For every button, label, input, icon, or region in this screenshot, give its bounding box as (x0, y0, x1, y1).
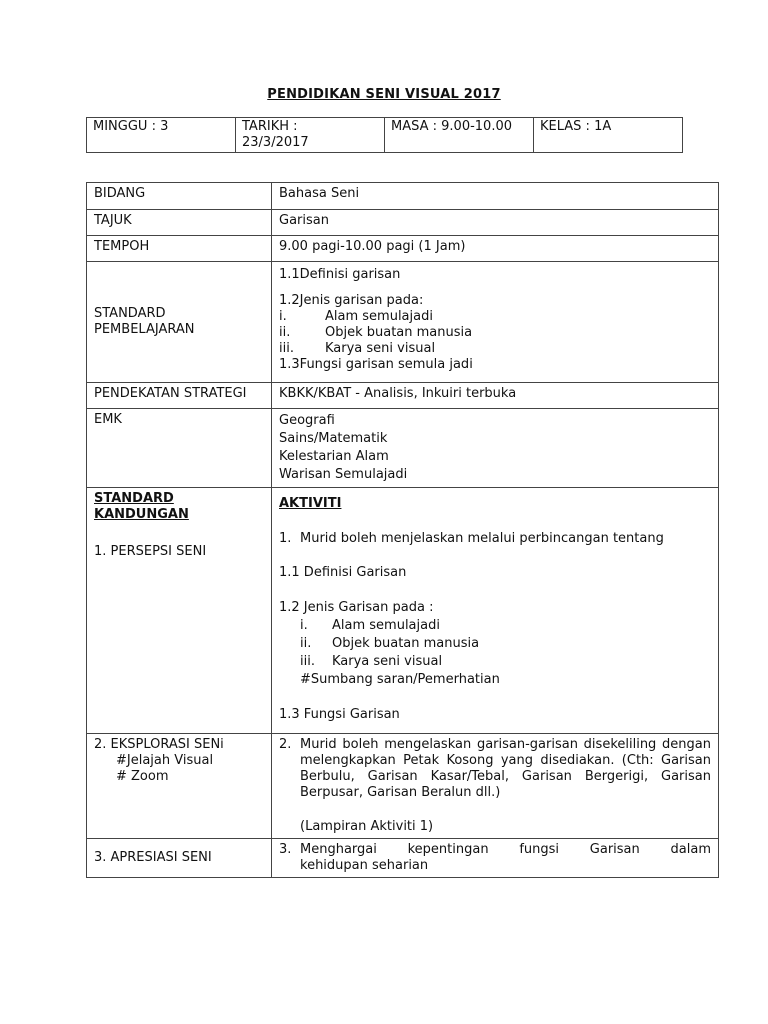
aktiviti-sub-item: iii. Karya seni visual (300, 654, 443, 669)
eksplorasi-content (272, 734, 719, 839)
bidang-label: BIDANG (87, 183, 272, 210)
tajuk-label: TAJUK (87, 210, 272, 236)
sk-heading-line1: STANDARD (94, 491, 174, 506)
emk-item: Geografi (279, 413, 335, 428)
eksplorasi-label (87, 734, 272, 839)
sp-sub-item: iii. Karya seni visual (279, 341, 436, 356)
aktiviti-sub-item: i. Alam semulajadi (300, 618, 440, 633)
sp-sub-item: ii. Objek buatan manusia (279, 325, 473, 340)
emk-item: Kelestarian Alam (279, 449, 389, 464)
sk-item: 1. PERSEPSI SENI (94, 544, 207, 559)
tempoh-label: TEMPOH (87, 236, 272, 262)
eksplorasi-sub2: # Zoom (116, 769, 169, 784)
aktiviti-content (272, 488, 719, 734)
aktiviti-sub-item: ii. Objek buatan manusia (300, 636, 480, 651)
minggu-text: MINGGU : 3 (93, 119, 169, 134)
minggu-cell (87, 118, 236, 153)
apresiasi-content (272, 839, 719, 878)
tarikh-cell (236, 118, 385, 153)
sp-item1: 1.1Definisi garisan (279, 267, 401, 282)
emk-label: EMK (87, 409, 272, 488)
tarikh-label: TARIKH : (242, 119, 298, 134)
sp-item3: 1.3Fungsi garisan semula jadi (279, 357, 473, 372)
kelas-cell (534, 118, 683, 153)
aktiviti-item-1-2: 1.2 Jenis Garisan pada : (279, 600, 434, 615)
eksplorasi-title: 2. EKSPLORASI SENi (94, 737, 224, 752)
tajuk-value: Garisan (272, 210, 719, 236)
aktiviti-item-1-1: 1.1 Definisi Garisan (279, 565, 407, 580)
apresiasi-item: 3. Menghargai kepentingan fungsi Garisan dalam (279, 842, 711, 857)
sp-sub-item: i. Alam semulajadi (279, 309, 433, 324)
kelas-text: KELAS : 1A (540, 119, 612, 134)
sp-label-line2: PEMBELAJARAN (94, 322, 195, 337)
emk-values (272, 409, 719, 488)
bidang-value: Bahasa Seni (272, 183, 719, 210)
sk-heading-line2: KANDUNGAN (94, 507, 189, 522)
tarikh-value: 23/3/2017 (242, 135, 309, 150)
sp-item2: 1.2Jenis garisan pada: (279, 293, 424, 308)
aktiviti-item-1: 1. Murid boleh menjelaskan melalui perbincangan tentang (279, 531, 664, 546)
apresiasi-line2: kehidupan seharian (300, 858, 429, 873)
page-title: PENDIDIKAN SENI VISUAL 2017 (267, 87, 501, 102)
emk-item: Warisan Semulajadi (279, 467, 408, 482)
aktiviti-item-1-3: 1.3 Fungsi Garisan (279, 707, 400, 722)
aktiviti-heading: AKTIVITI (279, 496, 342, 511)
standard-pembelajaran-label (87, 262, 272, 383)
masa-text: MASA : 9.00-10.00 (391, 119, 512, 134)
eksplorasi-item: 2. Murid boleh mengelaskan garisan-garisan disekeliling dengan melengkapkan Petak Kosong yang disediakan. (Cth: Garisan Berbulu, Garisan Kasar/Tebal, Garisan Bergerigi, Garisan Berpusar, Garisan Beralun dll.) (279, 737, 711, 800)
emk-item: Sains/Matematik (279, 431, 388, 446)
sp-label-line1: STANDARD (94, 306, 166, 321)
standard-pembelajaran-content (272, 262, 719, 383)
standard-kandungan-label (87, 488, 272, 734)
lesson-plan-table (86, 182, 719, 878)
masa-cell (385, 118, 534, 153)
eksplorasi-lampiran: (Lampiran Aktiviti 1) (300, 819, 434, 834)
aktiviti-note: #Sumbang saran/Pemerhatian (300, 672, 500, 687)
pendekatan-value: KBKK/KBAT - Analisis, Inkuiri terbuka (272, 383, 719, 409)
header-table (86, 117, 683, 153)
eksplorasi-sub1: #Jelajah Visual (116, 753, 214, 768)
pendekatan-label: PENDEKATAN STRATEGI (87, 383, 272, 409)
apresiasi-label: 3. APRESIASI SENI (87, 839, 272, 878)
tempoh-value: 9.00 pagi-10.00 pagi (1 Jam) (272, 236, 719, 262)
